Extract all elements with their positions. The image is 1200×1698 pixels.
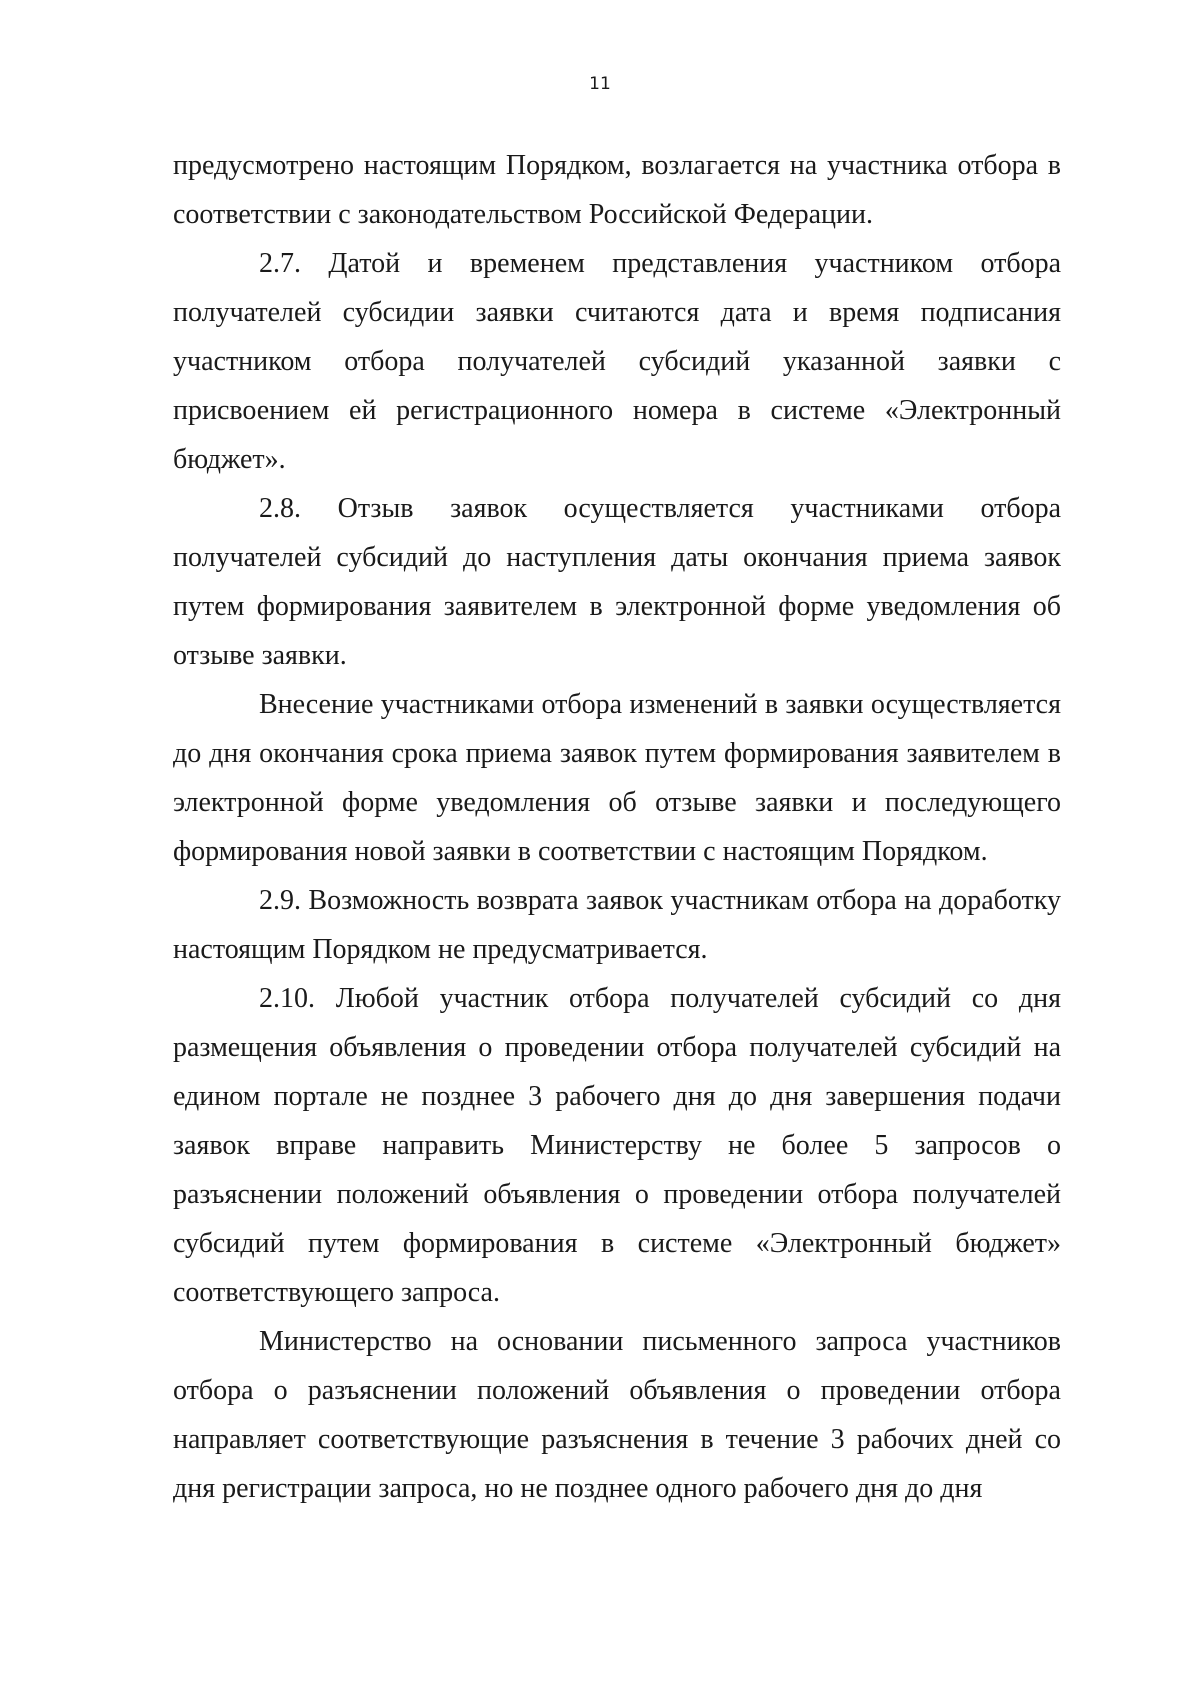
paragraph-ministry-response: Министерство на основании письменного запроса участников отбора о разъяснении положений объявления о проведении отбора направляет соответствующие разъяснения в течение 3 рабочих дней со дня регистрации запроса, но не позднее одного рабочего дня до дня — [173, 1326, 1061, 1504]
document-body — [173, 141, 1061, 1513]
paragraph-2-8: 2.8. Отзыв заявок осуществляется участниками отбора получателей субсидий до наступления даты окончания приема заявок путем формирования заявителем в электронной форме уведомления об отзыве заявки. — [173, 493, 1061, 671]
paragraph-2-10: 2.10. Любой участник отбора получателей субсидий со дня размещения объявления о проведении отбора получателей субсидий на едином портале не позднее 3 рабочего дня до дня завершения подачи заявок вправе направить Министерству не более 5 запросов о разъяснении положений объявления о проведении отбора получателей субсидий путем формирования в системе «Электронный бюджет» соответствующего запроса. — [173, 983, 1061, 1308]
paragraph-2-7: 2.7. Датой и временем представления участником отбора получателей субсидии заявки считаются дата и время подписания участником отбора получателей субсидий указанной заявки с присвоением ей регистрационного номера в системе «Электронный бюджет». — [173, 248, 1061, 475]
paragraph-2-9: 2.9. Возможность возврата заявок участникам отбора на доработку настоящим Порядком не предусматривается. — [173, 885, 1061, 965]
paragraph-amendments: Внесение участниками отбора изменений в заявки осуществляется до дня окончания срока приема заявок путем формирования заявителем в электронной форме уведомления об отзыве заявки и последующего формирования новой заявки в соответствии с настоящим Порядком. — [173, 689, 1061, 867]
paragraph-continuation: предусмотрено настоящим Порядком, возлагается на участника отбора в соответствии с законодательством Российской Федерации. — [173, 150, 1061, 230]
page-number: 11 — [589, 74, 611, 94]
